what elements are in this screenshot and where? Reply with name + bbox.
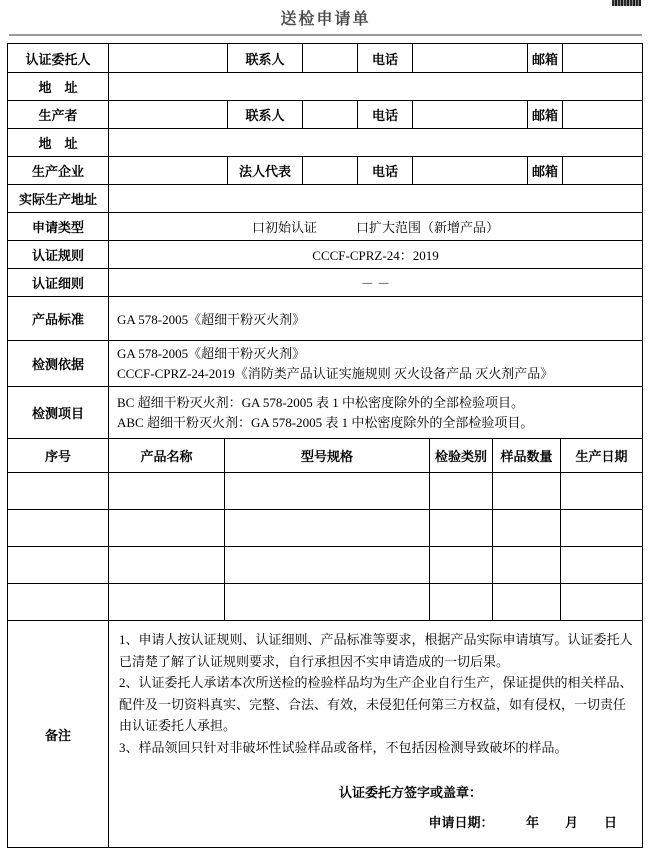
row-apply-type — [8, 212, 642, 240]
producer-contact-field[interactable] — [302, 101, 357, 128]
sample-seq-field[interactable] — [8, 584, 108, 620]
producer-email-label: 邮箱 — [527, 101, 562, 128]
applicant-label: 认证委托人 — [25, 51, 91, 67]
apply-type-label: 申请类型 — [31, 220, 84, 235]
cert-rule-value: CCCF-CPRZ-24：2019 — [108, 241, 642, 268]
application-date-line[interactable]: 申请日期： 年 月 日 — [428, 814, 617, 830]
factory-value-field[interactable] — [108, 157, 227, 184]
title-divider — [9, 34, 642, 36]
page-title: 送检申请单 — [280, 11, 371, 28]
samples-header-test-category: 检验类别 — [429, 439, 492, 472]
samples-header-row — [8, 438, 642, 472]
applicant-value-field[interactable] — [108, 44, 227, 72]
sample-date-field[interactable] — [560, 473, 642, 509]
test-basis-line1: GA 578-2005《超细干粉灭火剂》 — [117, 345, 306, 361]
sample-name-field[interactable] — [108, 584, 224, 620]
applicant-address-field[interactable] — [108, 73, 642, 100]
sample-model-field[interactable] — [224, 473, 429, 509]
producer-phone-label: 电话 — [357, 101, 412, 128]
sample-category-field[interactable] — [429, 473, 492, 509]
application-form-table — [7, 43, 643, 848]
row-cert-detail — [8, 268, 642, 296]
row-applicant — [8, 44, 642, 72]
sample-date-field[interactable] — [560, 584, 642, 620]
applicant-contact-field[interactable] — [302, 44, 357, 72]
sample-qty-field[interactable] — [492, 584, 560, 620]
test-items-line2: ABC 超细干粉灭火剂：GA 578-2005 表 1 中松密度除外的全部检验项目。 — [117, 414, 534, 430]
test-basis-label: 检测依据 — [31, 357, 84, 372]
producer-value-field[interactable] — [108, 101, 227, 128]
cert-detail-label: 认证细则 — [31, 276, 84, 291]
apply-type-options[interactable]: 口初始认证 口扩大范围（新增产品） — [108, 213, 642, 240]
applicant-contact-label: 联系人 — [227, 44, 302, 72]
producer-email-field[interactable] — [562, 101, 642, 128]
product-standard-label: 产品标准 — [31, 312, 84, 327]
applicant-email-label: 邮箱 — [527, 44, 562, 72]
factory-legal-label: 法人代表 — [227, 157, 302, 184]
sample-row — [8, 509, 642, 546]
remark-label: 备注 — [44, 727, 71, 743]
sample-name-field[interactable] — [108, 510, 224, 546]
samples-header-product-name: 产品名称 — [108, 439, 224, 472]
factory-phone-field[interactable] — [412, 157, 527, 184]
cert-detail-value: － － — [108, 269, 642, 296]
samples-header-sample-qty: 样品数量 — [492, 439, 560, 472]
sample-row — [8, 583, 642, 620]
sample-name-field[interactable] — [108, 547, 224, 583]
samples-header-seq: 序号 — [44, 449, 71, 464]
samples-header-model-spec: 型号规格 — [224, 439, 429, 472]
applicant-phone-field[interactable] — [412, 44, 527, 72]
row-cert-rule — [8, 240, 642, 268]
remark-item-2: 2、认证委托人承诺本次所送检的检验样品均为生产企业自行生产，保证提供的相关样品、配件及一切资料真实、完整、合法、有效，未侵犯任何第三方权益，如有侵权，一切责任由认证委托人承担。 — [119, 675, 633, 733]
sample-date-field[interactable] — [560, 510, 642, 546]
factory-legal-field[interactable] — [302, 157, 357, 184]
actual-address-field[interactable] — [108, 185, 642, 212]
sample-seq-field[interactable] — [8, 473, 108, 509]
sample-seq-field[interactable] — [8, 547, 108, 583]
sample-name-field[interactable] — [108, 473, 224, 509]
test-basis-value — [108, 341, 642, 386]
samples-header-production-date: 生产日期 — [560, 439, 642, 472]
row-test-basis — [8, 340, 642, 386]
test-basis-line2: CCCF-CPRZ-24-2019《消防类产品认证实施规则 灭火设备产品 灭火剂产品》 — [117, 365, 554, 381]
sample-category-field[interactable] — [429, 584, 492, 620]
producer-contact-label: 联系人 — [227, 101, 302, 128]
sample-row — [8, 546, 642, 583]
corner-watermark-icon — [612, 0, 641, 6]
sample-category-field[interactable] — [429, 547, 492, 583]
producer-address-field[interactable] — [108, 129, 642, 156]
producer-phone-field[interactable] — [412, 101, 527, 128]
row-test-items — [8, 386, 642, 438]
cert-rule-label: 认证规则 — [31, 248, 84, 263]
row-factory — [8, 156, 642, 184]
row-product-standard — [8, 296, 642, 340]
sample-qty-field[interactable] — [492, 473, 560, 509]
applicant-address-label: 地 址 — [38, 80, 78, 95]
producer-label: 生产者 — [38, 108, 78, 123]
row-remark — [8, 620, 642, 847]
actual-address-label: 实际生产地址 — [18, 192, 97, 207]
remark-content — [108, 621, 642, 847]
row-producer — [8, 100, 642, 128]
sample-model-field[interactable] — [224, 510, 429, 546]
product-standard-value: GA 578-2005《超细干粉灭火剂》 — [108, 297, 642, 340]
applicant-phone-label: 电话 — [357, 44, 412, 72]
sample-model-field[interactable] — [224, 584, 429, 620]
factory-email-label: 邮箱 — [527, 157, 562, 184]
sample-category-field[interactable] — [429, 510, 492, 546]
sample-qty-field[interactable] — [492, 547, 560, 583]
sample-model-field[interactable] — [224, 547, 429, 583]
applicant-email-field[interactable] — [562, 44, 642, 72]
factory-label: 生产企业 — [31, 164, 84, 179]
row-producer-address — [8, 128, 642, 156]
test-items-line1: BC 超细干粉灭火剂：GA 578-2005 表 1 中松密度除外的全部检验项目。 — [117, 394, 524, 410]
sample-seq-field[interactable] — [8, 510, 108, 546]
sample-date-field[interactable] — [560, 547, 642, 583]
factory-phone-label: 电话 — [357, 157, 412, 184]
row-applicant-address — [8, 72, 642, 100]
test-items-value — [108, 387, 642, 438]
test-items-label: 检测项目 — [31, 406, 84, 421]
row-actual-address — [8, 184, 642, 212]
producer-address-label: 地 址 — [38, 136, 78, 151]
remark-item-1: 1、申请人按认证规则、认证细则、产品标准等要求，根据产品实际申请填写。认证委托人已清楚了解了认证规则要求，自行承担因不实申请造成的一切后果。 — [119, 632, 633, 669]
sample-qty-field[interactable] — [492, 510, 560, 546]
remark-item-3: 3、样品领回只针对非破坏性试验样品或备样，不包括因检测导致破坏的样品。 — [119, 739, 568, 755]
sample-row — [8, 472, 642, 509]
factory-email-field[interactable] — [562, 157, 642, 184]
signature-line[interactable]: 认证委托方签字或盖章： — [338, 785, 482, 800]
